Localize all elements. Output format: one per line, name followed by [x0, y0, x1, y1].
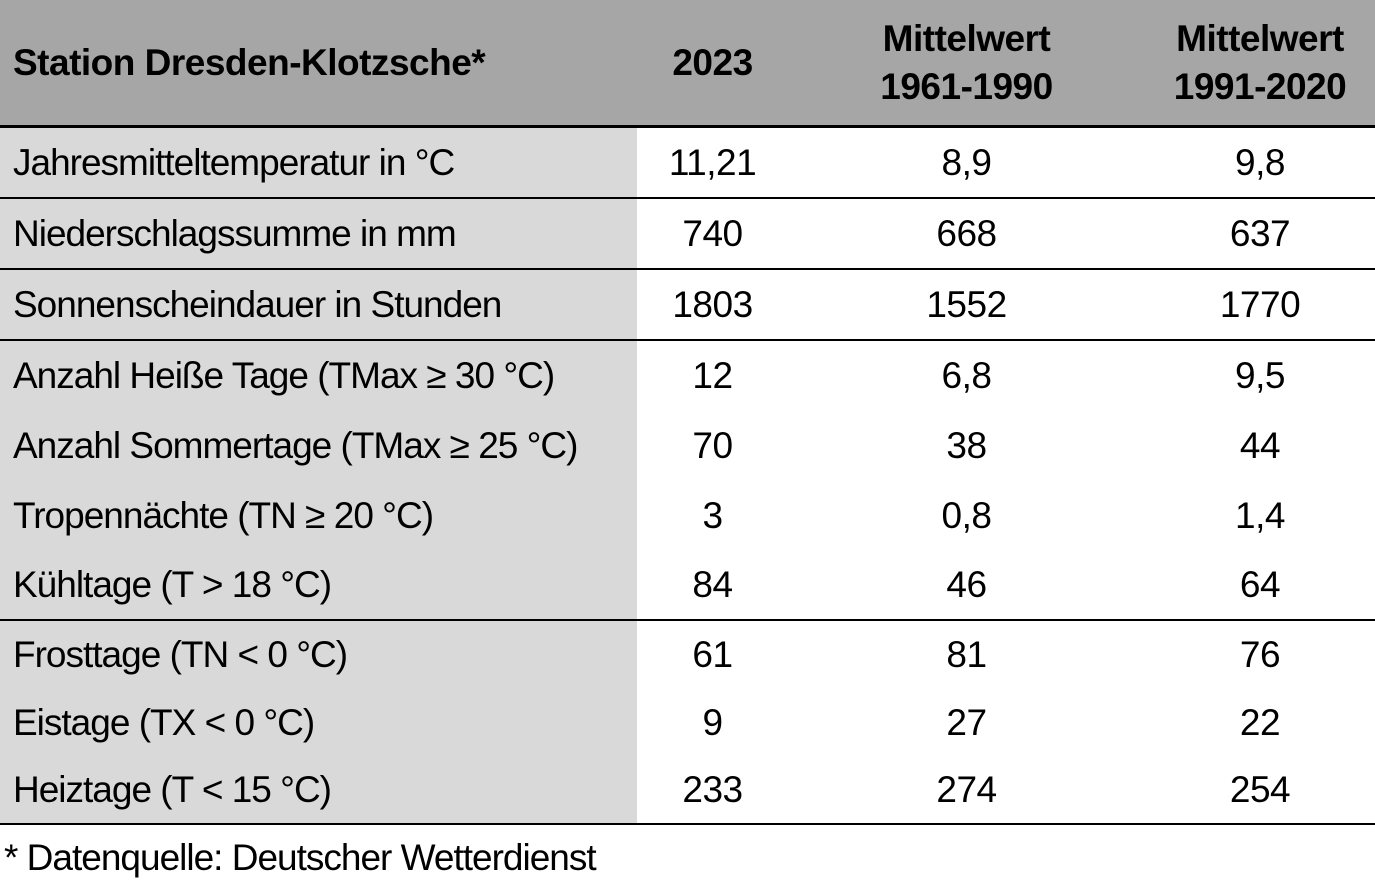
table-row: [0, 551, 1375, 621]
row-value: 274: [936, 769, 997, 810]
header-col-label: Mittelwert: [1176, 17, 1344, 59]
row-value: 1552: [926, 283, 1007, 325]
header-col-mittelwert-1961-1990: [788, 0, 1145, 125]
table-row: [0, 341, 1375, 411]
header-station-cell: Station Dresden-Klotzsche*: [13, 41, 486, 83]
table-row: [0, 270, 1375, 341]
row-value: 70: [692, 425, 733, 466]
row-label: Eistage (TX < 0 °C): [0, 689, 637, 757]
row-value: 9: [702, 702, 723, 743]
row-value: 22: [1239, 702, 1281, 743]
row-label: Jahresmitteltemperatur in °C: [0, 128, 637, 197]
header-col-mittelwert-1991-2020: [1145, 0, 1375, 125]
row-value: 3: [702, 495, 723, 536]
row-value: 1,4: [1235, 495, 1285, 536]
row-value: 0,8: [941, 495, 992, 536]
row-value: 46: [946, 564, 987, 605]
table-row: [0, 199, 1375, 270]
row-value: 740: [682, 212, 743, 254]
row-value: 12: [692, 355, 733, 396]
row-value: 27: [946, 702, 987, 743]
row-value: 668: [936, 212, 997, 254]
table-row: [0, 757, 1375, 825]
row-label: Niederschlagssumme in mm: [0, 199, 637, 268]
row-value: 44: [1239, 425, 1281, 466]
row-value: 8,9: [941, 141, 992, 183]
table-row: [0, 411, 1375, 481]
row-value: 233: [682, 769, 743, 810]
row-value: 1803: [672, 283, 753, 325]
row-value: 254: [1229, 769, 1291, 810]
row-label: Anzahl Sommertage (TMax ≥ 25 °C): [0, 411, 637, 481]
row-value: 9,5: [1235, 355, 1285, 396]
row-value: 84: [692, 564, 733, 605]
row-value: 637: [1229, 212, 1291, 254]
row-value: 38: [946, 425, 987, 466]
row-label: Kühltage (T > 18 °C): [0, 551, 637, 619]
row-value: 6,8: [941, 355, 992, 396]
row-value: 81: [946, 634, 987, 675]
header-col-2023: [637, 0, 788, 125]
row-label: Tropennächte (TN ≥ 20 °C): [0, 481, 637, 551]
header-col-label: 2023: [672, 41, 753, 83]
footnote: * Datenquelle: Deutscher Wetterdienst: [0, 825, 1375, 890]
table-row: [0, 621, 1375, 689]
table-row: [0, 481, 1375, 551]
table-row: [0, 128, 1375, 199]
row-label: Sonnenscheindauer in Stunden: [0, 270, 637, 339]
header-col-label: Mittelwert: [882, 17, 1051, 59]
row-value: 11,21: [668, 141, 757, 183]
row-label: Frosttage (TN < 0 °C): [0, 621, 637, 689]
row-label: Heiztage (T < 15 °C): [0, 757, 637, 823]
table-row: [0, 689, 1375, 757]
row-value: 61: [692, 634, 733, 675]
header-col-sublabel: 1961-1990: [880, 65, 1053, 107]
row-value: 9,8: [1235, 141, 1285, 183]
row-value: 1770: [1219, 283, 1301, 325]
table-header-row: [0, 0, 1375, 128]
row-label: Anzahl Heiße Tage (TMax ≥ 30 °C): [0, 341, 637, 411]
row-value: 76: [1239, 634, 1281, 675]
row-value: 64: [1239, 564, 1281, 605]
header-col-sublabel: 1991-2020: [1173, 65, 1347, 107]
